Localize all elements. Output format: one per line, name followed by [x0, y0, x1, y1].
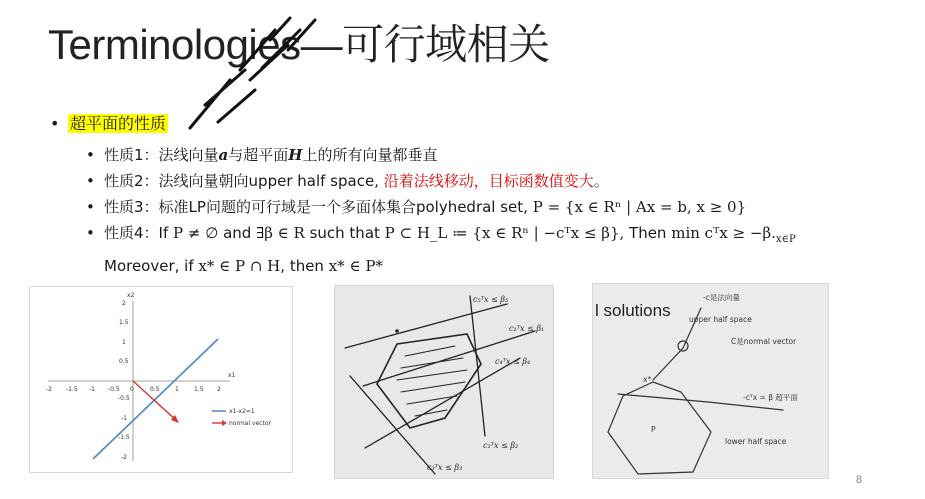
- y-tick: -0.5: [118, 395, 130, 402]
- hyperplane-line: [93, 339, 218, 459]
- property-4-math4: min cᵀx ≥ −β.: [671, 224, 776, 242]
- property-4-sub: x∈P: [775, 234, 796, 245]
- x-tick: -1: [89, 386, 95, 393]
- note-hyperplane: -cᵀx = β 超平面: [743, 393, 798, 402]
- legend-vector-arrowhead: [222, 420, 227, 426]
- vector-a: a: [218, 146, 229, 164]
- hyperplane-chart-svg: [30, 287, 292, 472]
- x-tick: -1.5: [66, 386, 78, 393]
- label-c2: c₂ᵀx ≤ β₂: [483, 441, 519, 450]
- property-4-such: such that: [304, 224, 385, 242]
- page-number: 8: [856, 474, 863, 486]
- constraint-line-4: [365, 358, 520, 448]
- label-c1: c₁ᵀx ≤ β₁: [509, 324, 545, 333]
- label-c3: c₃ᵀx ≤ β₃: [427, 463, 463, 472]
- figure-hyperplane-chart: [29, 286, 293, 473]
- x-tick: 0.5: [150, 386, 160, 393]
- note-x-star: x*: [643, 375, 652, 384]
- property-1-text: 性质1：法线向量: [104, 146, 219, 164]
- feasible-region: [377, 334, 481, 428]
- legend-line-label: x1-x2=1: [229, 408, 255, 415]
- property-4-line2-text: Moreover, if: [104, 257, 199, 275]
- figure-polyhedron-sketch: [334, 285, 554, 479]
- property-4-line2-math2: x* ∈ P*: [328, 257, 383, 275]
- x-tick: 2: [217, 386, 221, 393]
- note-P: P: [651, 425, 656, 434]
- y-tick: 2: [122, 300, 126, 307]
- y-tick: -1: [121, 415, 127, 422]
- hyperplane-H: H: [288, 146, 303, 164]
- property-2-end: 。: [593, 172, 609, 190]
- figure-optimal-sketch: [592, 283, 829, 479]
- note-lower-half: lower half space: [725, 437, 787, 446]
- property-4-math3: P ⊂ H_L ≔ {x ∈ Rⁿ | −cᵀx ≤ β},: [384, 224, 625, 242]
- label-c4: c₄ᵀx ≤ β₄: [495, 357, 531, 366]
- property-2: [86, 168, 846, 194]
- note-upper-half: upper half space: [689, 315, 752, 324]
- watermark: [170, 10, 330, 135]
- property-4-line2-math1: x* ∈ P ∩ H: [198, 257, 281, 275]
- property-4-then: Then: [624, 224, 672, 242]
- x-axis-label: x1: [228, 372, 236, 379]
- property-1-mid: 与超平面: [228, 146, 289, 164]
- note-negative-c: -c是法向量: [703, 293, 740, 302]
- property-3-math: P = {x ∈ Rⁿ | Ax = b, x ≥ 0}: [532, 198, 747, 216]
- x-tick: -0.5: [108, 386, 120, 393]
- property-1-end: 上的所有向量都垂直: [302, 146, 438, 164]
- y-axis-label: x2: [127, 292, 135, 299]
- property-4-line2: [86, 253, 846, 279]
- property-2-text: 性质2：法线向量朝向upper half space,: [104, 172, 384, 190]
- highlighted-heading: 超平面的性质: [70, 114, 167, 133]
- property-4-math1: P ≠ ∅: [173, 224, 219, 242]
- constraint-line-2: [470, 296, 485, 436]
- property-list: [86, 142, 846, 279]
- x-tick: 1: [175, 386, 179, 393]
- y-tick: 1: [122, 339, 126, 346]
- property-4-and: and: [218, 224, 257, 242]
- polyhedron-sketch-svg: [335, 286, 553, 478]
- note-normal-vector: C是normal vector: [731, 337, 797, 346]
- property-3: [86, 194, 846, 220]
- partial-heading: l solutions: [595, 301, 671, 320]
- point-mark: [395, 329, 399, 333]
- property-4-math2: ∃β ∈ R: [256, 224, 305, 242]
- optimal-sketch-svg: [593, 284, 828, 478]
- x-tick: 1.5: [194, 386, 204, 393]
- direction-circle: [678, 341, 688, 351]
- property-1: [86, 142, 846, 168]
- property-4-text: 性质4：If: [104, 224, 174, 242]
- legend-vector-label: normal vector: [229, 420, 271, 427]
- property-3-text: 性质3：标准LP问题的可行域是一个多面体集合polyhedral set,: [104, 198, 533, 216]
- x-tick: -2: [46, 386, 52, 393]
- property-4-line2-mid: , then: [280, 257, 329, 275]
- bullet-list: [48, 112, 168, 136]
- y-tick: -2: [121, 454, 127, 461]
- y-tick: 0.5: [119, 358, 129, 365]
- y-tick: 1.5: [119, 319, 129, 326]
- slide-title: Terminologies—可行域相关: [48, 21, 550, 68]
- bullet-main: [48, 112, 168, 136]
- polytope-hexagon: [608, 382, 711, 474]
- y-tick: -1.5: [118, 434, 130, 441]
- property-2-red: 沿着法线移动，目标函数值变大: [383, 172, 594, 190]
- label-c5: c₅ᵀx ≤ β₅: [473, 295, 509, 304]
- x-tick: 0: [130, 386, 134, 393]
- property-4: [86, 220, 846, 279]
- constraint-line-5: [345, 304, 507, 348]
